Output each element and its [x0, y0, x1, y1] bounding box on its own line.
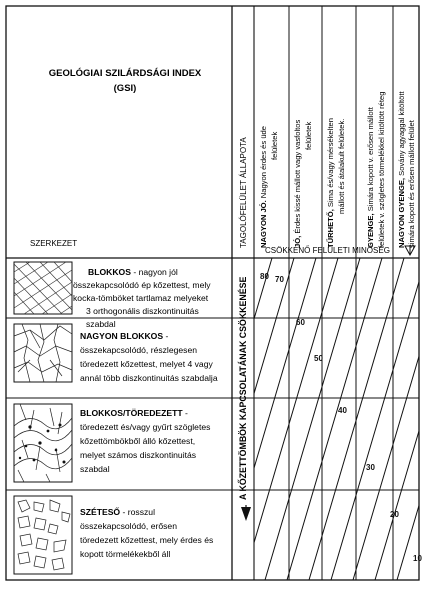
svg-text:SZÉTESŐ - rosszul	[80, 506, 155, 517]
gsi-value-label: 60	[296, 318, 305, 327]
structure-very-blocky-line3: annál több diszkontinuitás szabdalja	[80, 373, 218, 383]
very-poor-line2: simára kopott és erősen mállott felület	[407, 120, 416, 248]
gsi-contour-line	[375, 258, 445, 580]
surface-condition-label: TAGOLÓFELÜLET ÁLLAPOTA	[239, 137, 248, 248]
surface-condition-fair	[326, 118, 346, 248]
svg-text:NAGYON GYENGE, Sovány agyaggal	[397, 91, 406, 248]
structure-very-blocky-text	[80, 331, 218, 383]
structure-blocky-disturbed-rest: -	[182, 408, 188, 418]
very-poor-line1: Sovány agyaggal kitöltött	[397, 91, 406, 178]
very-poor-bold: NAGYON GYENGE,	[397, 177, 406, 248]
decreasing-quality-label: CSÖKKENŐ FELÜLETI MINŐSÉG	[265, 246, 390, 255]
structure-disintegrated-text	[80, 506, 213, 559]
fair-line1: Sima és/vagy mérsékelten	[326, 118, 335, 210]
structure-blocky-line4: szabdal	[86, 319, 116, 329]
structure-very-blocky-line1: összekapcsolódó, részlegesen	[80, 345, 198, 355]
structure-blocky-text	[73, 267, 211, 329]
very-good-line1: Nagyon érdes és üde	[259, 126, 268, 201]
structure-blocky-disturbed-line1: töredezett és/vagy gyűrt szögletes	[80, 422, 211, 432]
gsi-title: GEOLÓGIAI SZILÁRDSÁGI INDEX	[48, 68, 202, 79]
svg-text:NAGYON JÓ. Nagyon érdes és üde	[259, 126, 268, 248]
structure-blocky-line1: összekapcsolódó ép kőzettest, mely	[73, 280, 211, 290]
surface-condition-very-good	[259, 126, 279, 248]
structure-very-blocky-title: NAGYON BLOKKOS	[80, 331, 164, 341]
structure-very-blocky-line2: töredezett kőzettest, melyet 4 vagy	[80, 359, 213, 369]
fair-line2: mállott és átalakult felületek.	[337, 118, 346, 214]
surface-condition-good	[293, 119, 313, 248]
surface-condition-poor	[366, 92, 386, 248]
very-good-bold: NAGYON JÓ.	[259, 200, 268, 248]
svg-text:BLOKKOS/TÖREDEZETT -	[80, 408, 188, 418]
structure-blocky-disturbed-title: BLOKKOS/TÖREDEZETT	[80, 408, 183, 418]
good-line1: Érdes kissé mállott vagy vasfoltos	[293, 119, 302, 236]
decreasing-quality-arrow-icon	[405, 245, 415, 255]
structure-blocky-rest: - nagyon jól	[130, 267, 178, 277]
blockiness-axis-label: A KŐZETTÖMBÖK KAPCSOLATÁNAK CSÖKKENÉSE	[238, 276, 248, 500]
structure-blocky-disturbed-text	[80, 408, 210, 474]
svg-text:GYENGE, Simára kopott v. erőse	[366, 106, 375, 248]
gsi-value-label: 80	[260, 272, 269, 281]
gsi-value-label: 50	[314, 354, 323, 363]
gsi-contour-line	[397, 258, 445, 580]
structure-label: SZERKEZET	[30, 239, 78, 248]
poor-bold: GYENGE,	[366, 213, 375, 248]
svg-text:JÓ, Érdes kissé mállott vagy v	[293, 119, 302, 248]
gsi-value-label: 10	[413, 554, 422, 563]
svg-text:TŰRHETŐ, Sima és/vagy mérsékel	[326, 118, 335, 248]
structure-very-blocky-rest: -	[163, 331, 169, 341]
gsi-value-label: 30	[366, 463, 375, 472]
gsi-value-label: 70	[275, 275, 284, 284]
poor-line1: Simára kopott v. erősen mállott	[366, 107, 375, 214]
blocky-structure-sketch	[14, 262, 72, 314]
structure-disintegrated-line3: kopott törmelékekből áll	[80, 549, 171, 559]
gsi-contour-labels	[260, 272, 422, 563]
very-blocky-structure-sketch	[14, 324, 72, 382]
structure-blocky-disturbed-line4: szabdal	[80, 464, 110, 474]
structure-blocky-disturbed-line3: melyet számos diszkontinuitás	[80, 450, 197, 460]
decreasing-interlocking-arrow-icon	[241, 505, 251, 521]
structure-blocky-line2: kocka-tömböket tartlamaz melyeket	[73, 293, 209, 303]
gsi-value-label: 40	[338, 406, 347, 415]
svg-text:NAGYON BLOKKOS -	[80, 331, 168, 341]
gsi-value-label: 20	[390, 510, 399, 519]
gsi-contour-line	[353, 258, 445, 580]
fair-bold: TŰRHETŐ,	[326, 209, 335, 248]
structure-disintegrated-rest: - rosszul	[120, 507, 155, 517]
very-good-line2: felületek	[270, 131, 279, 160]
disintegrated-structure-sketch	[14, 496, 72, 574]
structure-blocky-line3: 3 orthogonális diszkontinuitás	[86, 306, 199, 316]
structure-disintegrated-line1: összekapcsolódó, erősen	[80, 521, 177, 531]
surface-condition-very-poor	[397, 91, 416, 248]
structure-blocky-disturbed-line2: kőzettömbökből álló kőzettest,	[80, 436, 196, 446]
structure-blocky-title: BLOKKOS	[88, 267, 131, 277]
structure-disintegrated-line2: töredezett kőzettest, mely érdes és	[80, 535, 214, 545]
good-bold: JÓ,	[293, 235, 302, 248]
good-line2: felületek	[304, 121, 313, 150]
poor-line2: felületek v. szögletes törmelékkel kitöltött réteg	[377, 91, 386, 248]
structure-disintegrated-title: SZÉTESŐ	[80, 507, 121, 517]
gsi-title-abbrev: (GSI)	[113, 83, 137, 94]
blocky-disturbed-structure-sketch	[14, 404, 72, 482]
svg-text:BLOKKOS - nagyon jól	[88, 267, 178, 277]
